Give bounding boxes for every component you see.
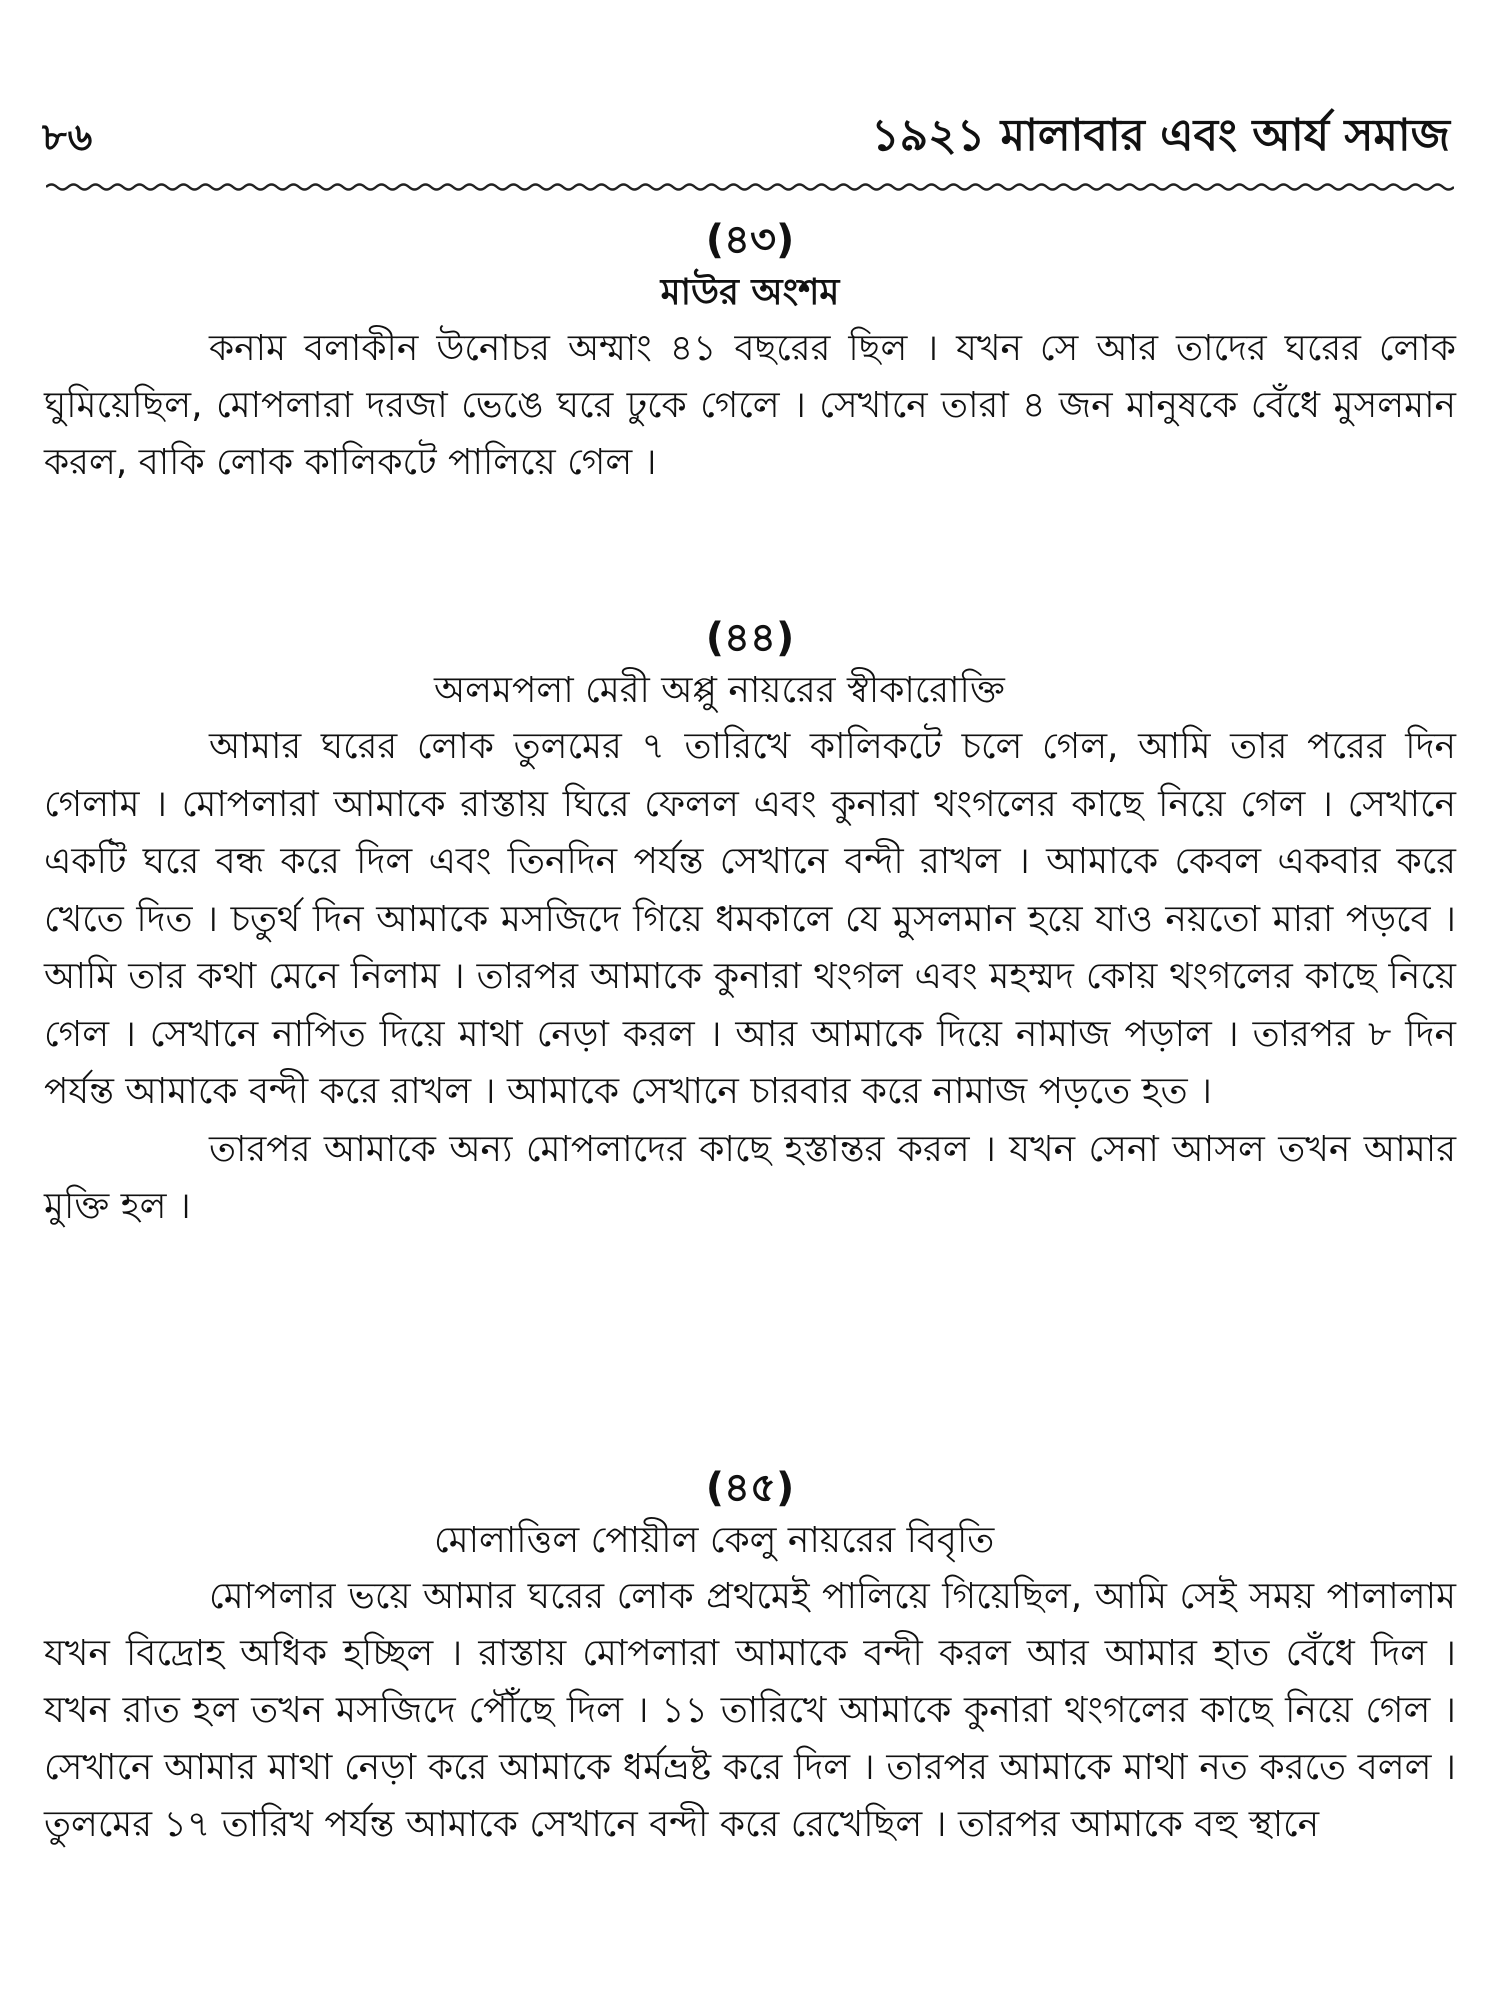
paragraph: মোপলার ভয়ে আমার ঘরের লোক প্রথমেই পালিয়ে গিয়েছিল, আমি সেই সময় পালালাম যখন বিদ্রোহ অধিক হচ্ছিল । রাস্তায় মোপলারা আমাকে বন্দী করল আর আমার হাত বেঁধে দিল । যখন রাত হল তখন মসজিদে পৌঁছে দিল । ১১ তারিখে আমাকে কুনারা থংগলের কাছে নিয়ে গেল । সেখানে আমার মাথা নেড়া করে আমাকে ধর্মভ্রষ্ট করে দিল । তারপর আমাকে মাথা নত করতে বলল । তুলমের ১৭ তারিখ পর্যন্ত আমাকে সেখানে বন্দী করে রেখেছিল । তারপর আমাকে বহু স্থানে [44, 1576, 1456, 1845]
section-title: অলমপলা মেরী অপ্পু নায়রের স্বীকারোক্তি [434, 670, 1005, 711]
section-45 [44, 1462, 1456, 1853]
section-title: মোলাত্তিল পোয়ীল কেলু নায়রের বিবৃতি [434, 1520, 995, 1561]
section-number: (৪৪) [705, 615, 795, 661]
page-number: ৮৬ [42, 115, 94, 159]
paragraph: কনাম বলাকীন উনোচর অম্মাং ৪১ বছরের ছিল । যখন সে আর তাদের ঘরের লোক ঘুমিয়েছিল, মোপলারা দরজা ভেঙে ঘরে ঢুকে গেলে । সেখানে তারা ৪ জন মানুষকে বেঁধে মুসলমান করল, বাকি লোক কালিকটে পালিয়ে গেল । [44, 328, 1456, 483]
section-title: মাউর অংশম [660, 272, 840, 313]
section-43 [44, 214, 1456, 491]
wavy-divider [46, 180, 1454, 194]
section-number: (৪৫) [705, 1465, 795, 1511]
running-title: ১৯২১ মালাবার এবং আর্য সমাজ [871, 110, 1450, 161]
section-number: (৪৩) [705, 217, 795, 263]
paragraph: আমার ঘরের লোক তুলমের ৭ তারিখে কালিকটে চলে গেল, আমি তার পরের দিন গেলাম । মোপলারা আমাকে রাস্তায় ঘিরে ফেলল এবং কুনারা থংগলের কাছে নিয়ে গেল । সেখানে একটি ঘরে বন্ধ করে দিল এবং তিনদিন পর্যন্ত সেখানে বন্দী রাখল । আমাকে কেবল একবার করে খেতে দিত । চতুর্থ দিন আমাকে মসজিদে গিয়ে ধমকালে যে মুসলমান হয়ে যাও নয়তো মারা পড়বে । আমি তার কথা মেনে নিলাম । তারপর আমাকে কুনারা থংগল এবং মহম্মদ কোয় থংগলের কাছে নিয়ে গেল । সেখানে নাপিত দিয়ে মাথা নেড়া করল । আর আমাকে দিয়ে নামাজ পড়াল । তারপর ৮ দিন পর্যন্ত আমাকে বন্দী করে রাখল । আমাকে সেখানে চারবার করে নামাজ পড়তে হত । [44, 726, 1456, 1112]
section-44 [44, 612, 1456, 1236]
paragraph: তারপর আমাকে অন্য মোপলাদের কাছে হস্তান্তর করল । যখন সেনা আসল তখন আমার মুক্তি হল । [44, 1128, 1456, 1227]
